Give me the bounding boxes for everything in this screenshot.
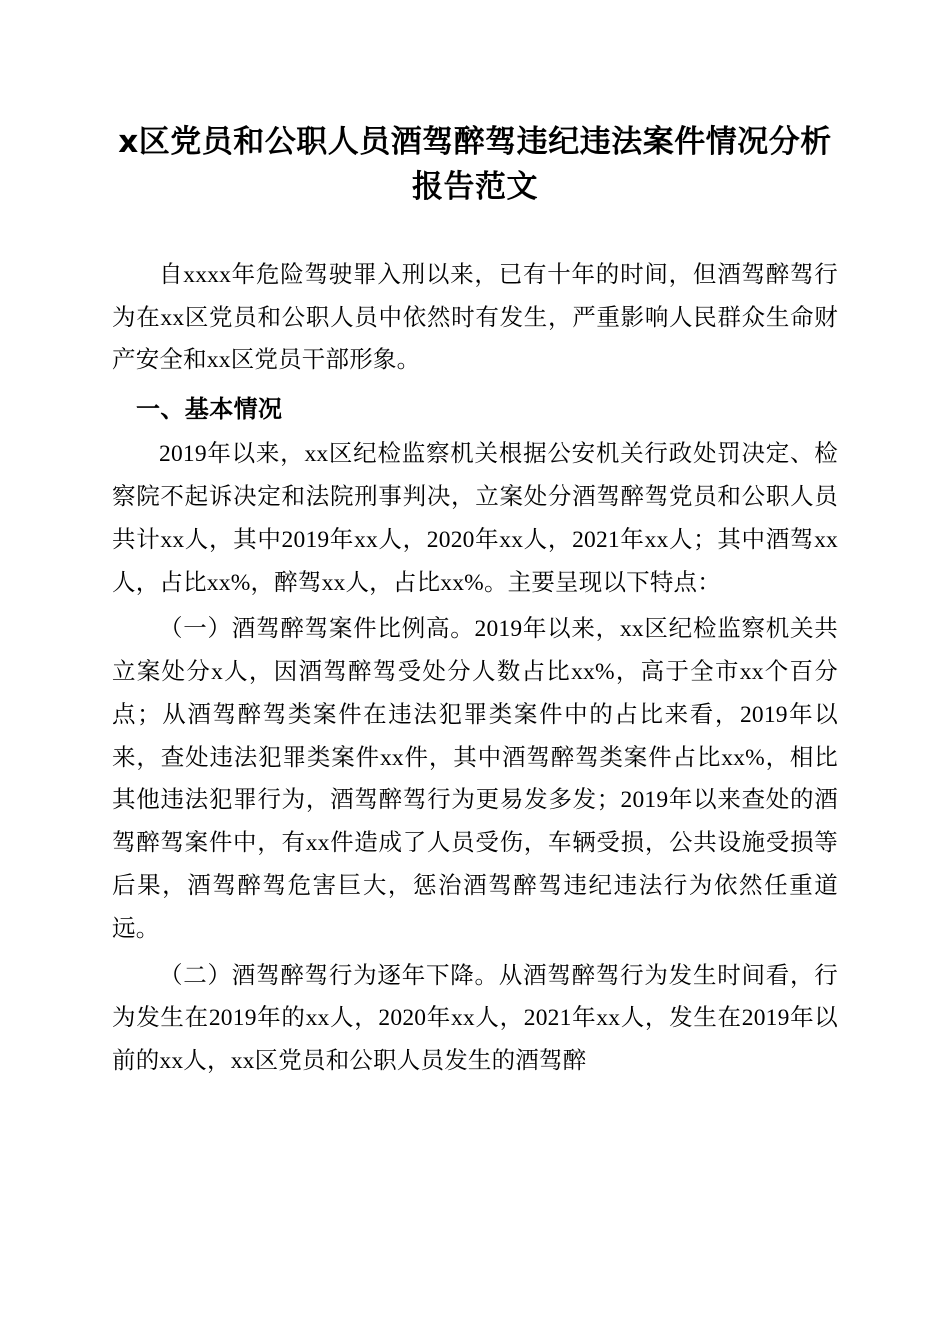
paragraph-overview: 2019年以来，xx区纪检监察机关根据公安机关行政处罚决定、检察院不起诉决定和法院刑事判决，立案处分酒驾醉驾党员和公职人员共计xx人，其中2019年xx人，2020年xx人，2021年xx人；其中酒驾xx人，占比xx%，醉驾xx人，占比xx%。主要呈现以下特点：: [112, 441, 838, 596]
page-title: x区党员和公职人员酒驾醉驾违纪违法案件情况分析报告范文: [118, 124, 832, 205]
paragraph-point-two: （二）酒驾醉驾行为逐年下降。从酒驾醉驾行为发生时间看，行为发生在2019年的xx人，2020年xx人，2021年xx人，发生在2019年以前的xx人，xx区党员和公职人员发生的酒驾醉: [112, 962, 838, 1075]
paragraph-point-one: （一）酒驾醉驾案件比例高。2019年以来，xx区纪检监察机关共立案处分x人，因酒驾醉驾受处分人数占比xx%，高于全市xx个百分点；从酒驾醉驾类案件在违法犯罪类案件中的占比来看，2019年以来，查处违法犯罪类案件xx件，其中酒驾醉驾类案件占比xx%，相比其他违法犯罪行为，酒驾醉驾行为更易发多发；2019年以来查处的酒驾醉驾案件中，有xx件造成了人员受伤，车辆受损，公共设施受损等后果，酒驾醉驾危害巨大，惩治酒驾醉驾违纪违法行为依然任重道远。: [112, 616, 838, 942]
paragraph-intro: 自xxxx年危险驾驶罪入刑以来，已有十年的时间，但酒驾醉驾行为在xx区党员和公职人员中依然时有发生，严重影响人民群众生命财产安全和xx区党员干部形象。: [112, 261, 838, 374]
section-heading-basic-situation: 一、基本情况: [136, 395, 283, 424]
